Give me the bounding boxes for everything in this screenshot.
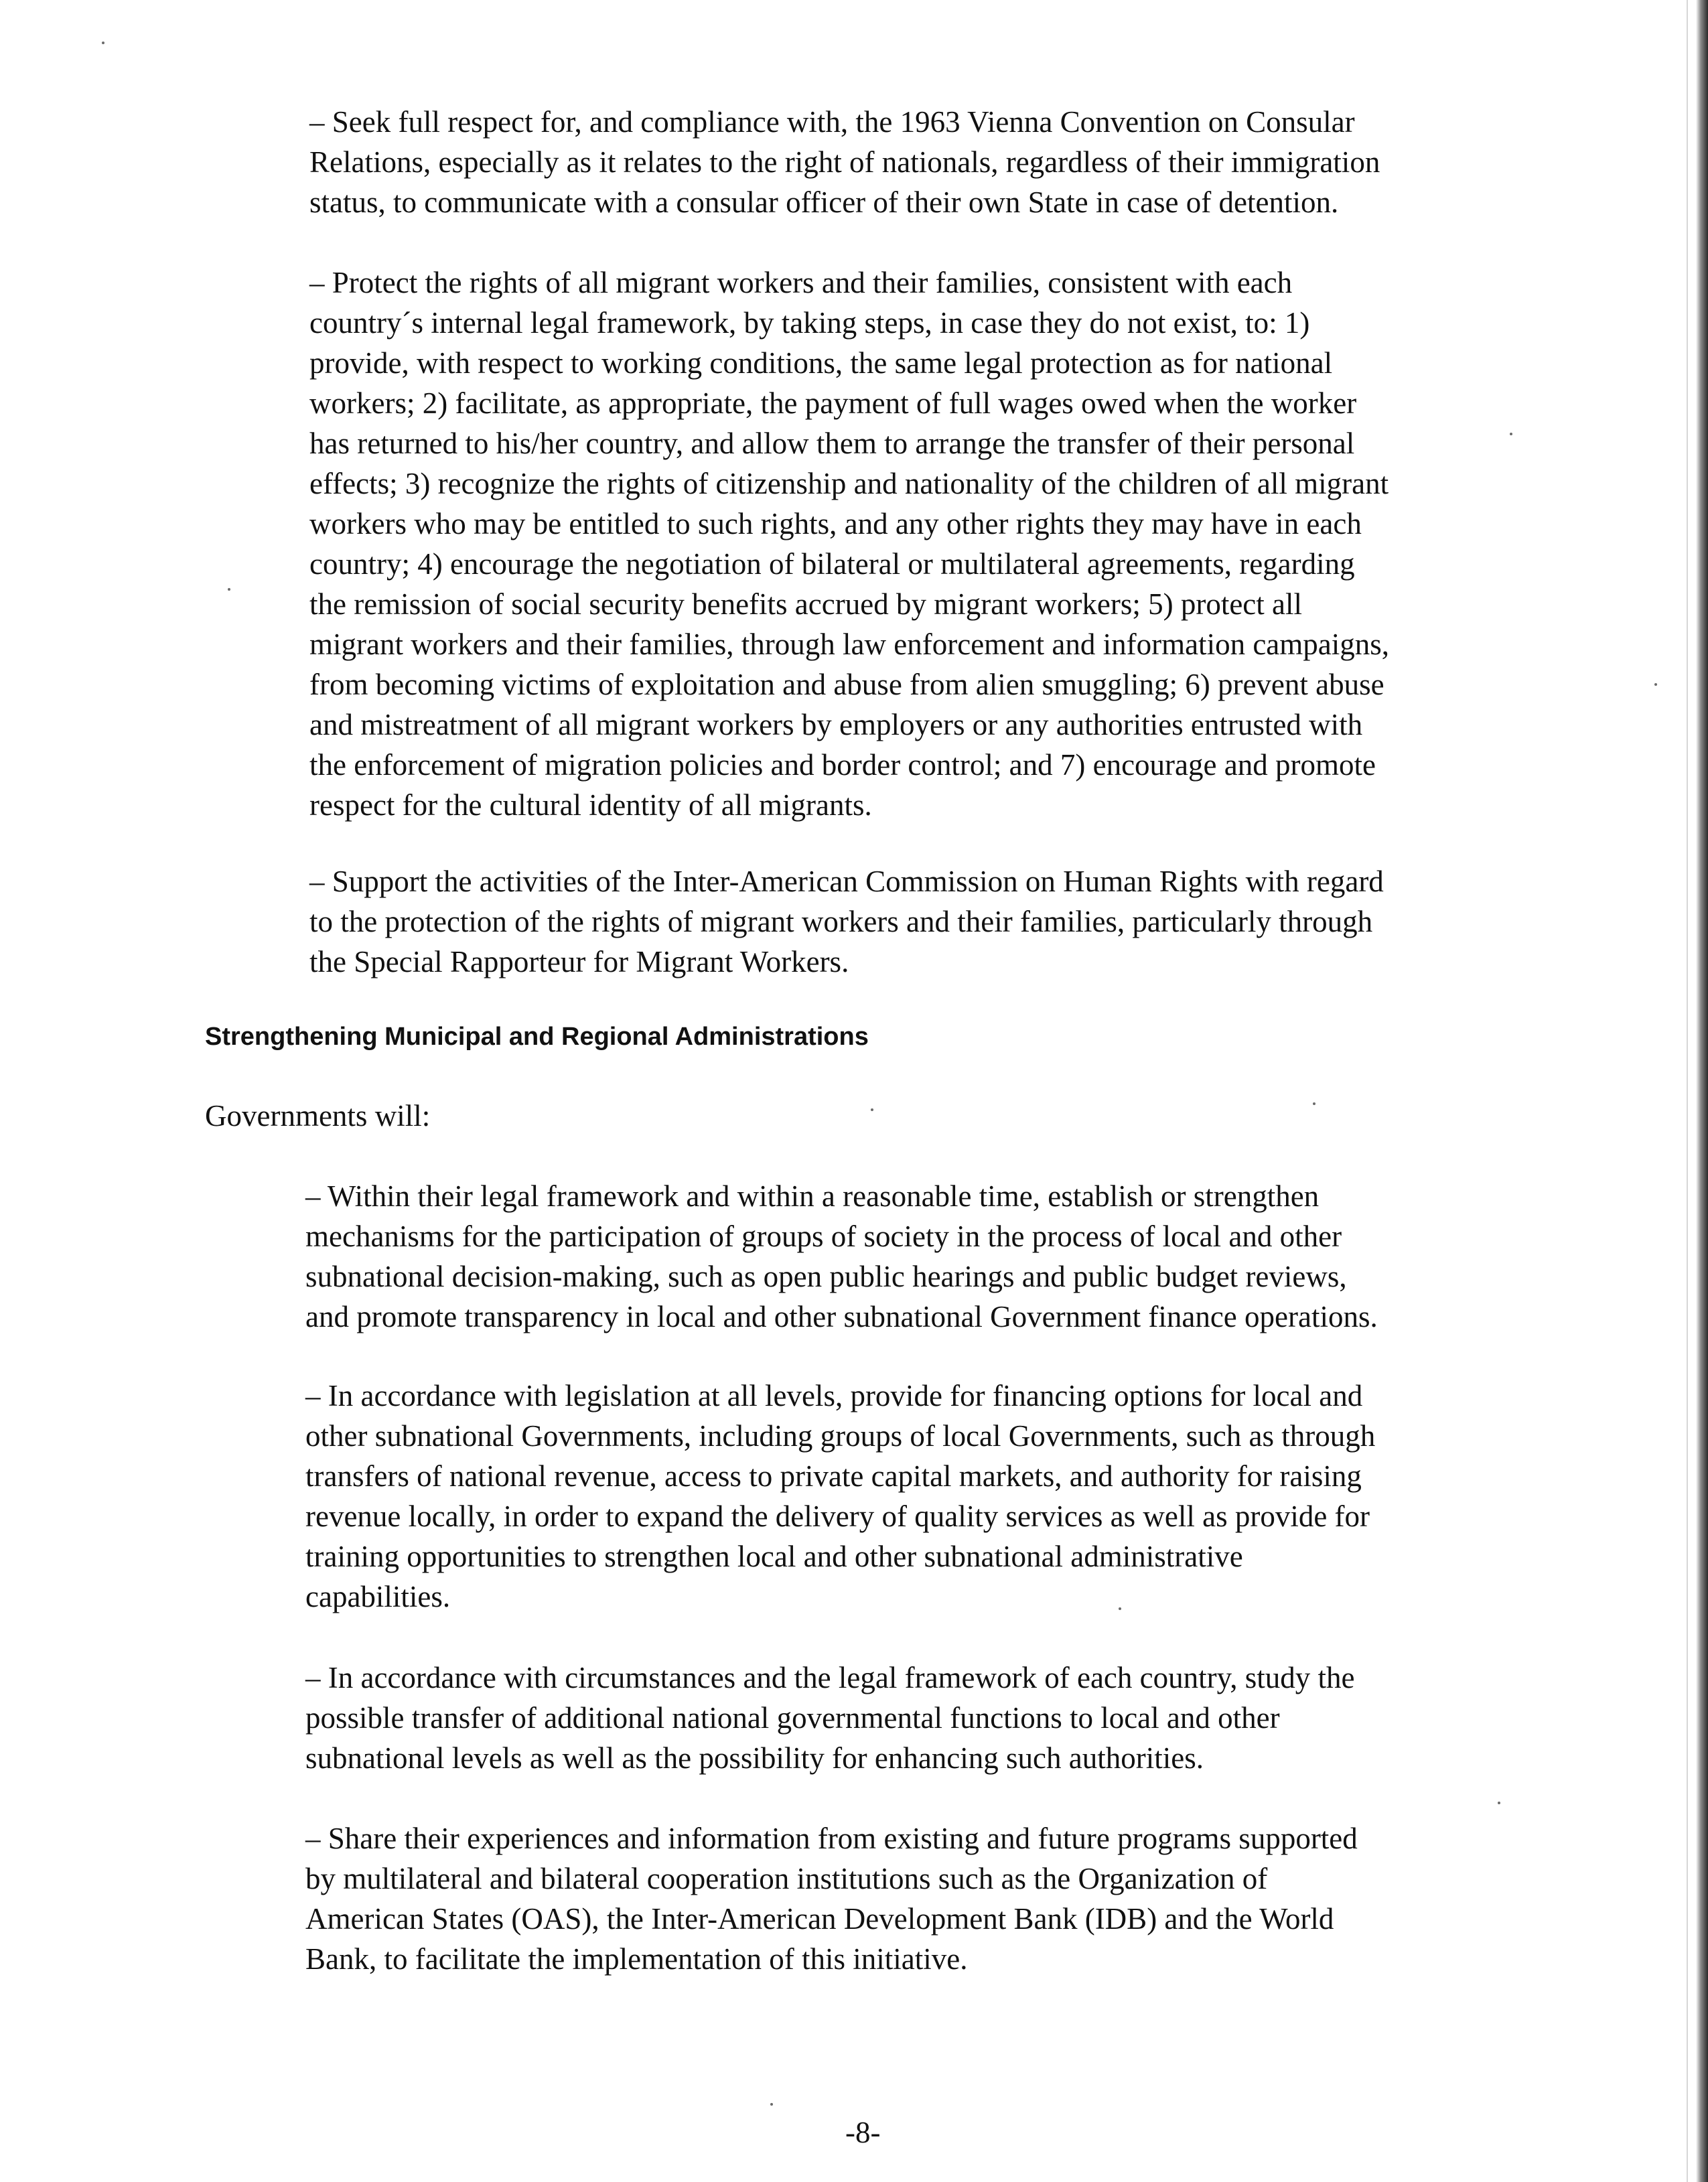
section-intro: Governments will: (205, 1099, 431, 1133)
scan-speck (770, 2103, 773, 2106)
page-number: -8- (845, 2116, 881, 2149)
scan-speck (102, 42, 104, 44)
scan-edge-shadow (1696, 0, 1708, 2182)
paragraph-share-experiences: – Share their experiences and information from existing and future programs supported by multilateral and bilateral cooperation institutions such as the Organization of American States (OAS), the Inter-American Development Bank (IDB) and the World Bank, to facilitate the implementation of this initiative. (305, 1822, 1358, 1976)
paragraph-transfer-functions: – In accordance with circumstances and the legal framework of each country, study the possible transfer of additional national governmental functions to local and other subnational levels as well as the possibility for enhancing such authorities. (305, 1661, 1355, 1775)
paragraph-financing-options: – In accordance with legislation at all levels, provide for financing options for local and other subnational Governments, including groups of local Governments, such as through transfers of national revenue, access to private capital markets, and authority for raising revenue locally, in order to expand the delivery of quality services as well as provide for training opportunities to strengthen local and other subnational administrative capabilities. (305, 1379, 1376, 1613)
scan-speck (1510, 433, 1512, 435)
scan-speck (1313, 1102, 1315, 1105)
paragraph-human-rights-commission: – Support the activities of the Inter-American Commission on Human Rights with regard to the protection of the rights of migrant workers and their families, particularly through the Special Rapporteur for Migrant Workers. (309, 865, 1384, 978)
scan-speck (228, 588, 230, 591)
paragraph-migrant-workers-rights: – Protect the rights of all migrant workers and their families, consistent with each country´s internal legal framework, by taking steps, in case they do not exist, to: 1) provide, with respect to working conditions, the same legal protection as for national workers; 2) facilitate, as appropriate, the payment of full wages owed when the worker has returned to his/her country, and allow them to arrange the transfer of their personal effects; 3) recognize the rights of citizenship and nationality of the children of all migrant workers who may be entitled to such rights, and any other rights they may have in each country; 4) encourage the negotiation of bilateral or multilateral agreements, regarding the remission of social security benefits accrued by migrant workers; 5) protect all migrant workers and their families, through law enforcement and information campaigns, from becoming victims of exploitation and abuse from alien smuggling; 6) prevent abuse and mistreatment of all migrant workers by employers or any authorities entrusted with the enforcement of migration policies and border control; and 7) encourage and promote respect for the cultural identity of all migrants. (309, 266, 1390, 822)
scan-speck (871, 1108, 873, 1111)
section-heading: Strengthening Municipal and Regional Administrations (205, 1023, 869, 1051)
scan-speck (1119, 1607, 1121, 1610)
scan-speck (1498, 1802, 1500, 1804)
scan-speck (1654, 683, 1657, 686)
paragraph-vienna-convention: – Seek full respect for, and compliance with, the 1963 Vienna Convention on Consular Relations, especially as it relates to the right of nationals, regardless of their immigration status, to communicate with a consular officer of their own State in case of detention. (309, 105, 1380, 219)
paragraph-participation-mechanisms: – Within their legal framework and within a reasonable time, establish or strengthen mechanisms for the participation of groups of society in the process of local and other subnational decision-making, such as open public hearings and public budget reviews, and promote transparency in local and other subnational Government finance operations. (305, 1179, 1378, 1333)
scan-edge-line (1687, 0, 1688, 2182)
